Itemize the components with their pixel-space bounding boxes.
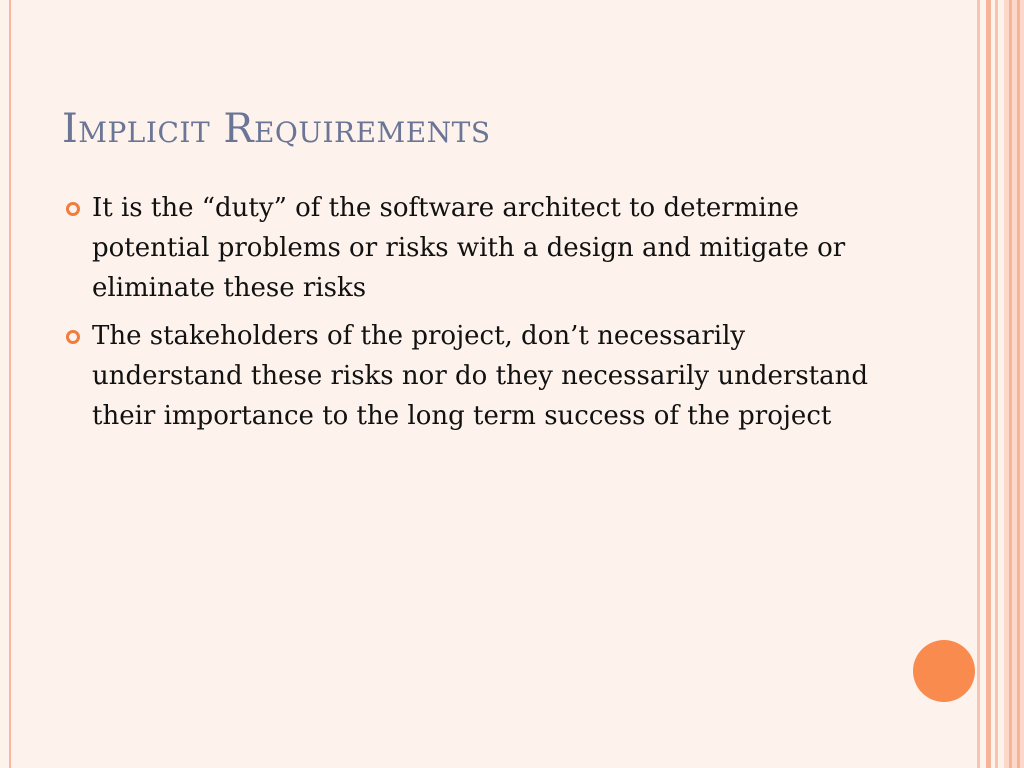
decorative-stripe bbox=[1009, 0, 1012, 768]
bullet-text: It is the “duty” of the software architect to determine potential problems or risks with a design and mitigate or eliminate these risks bbox=[92, 193, 846, 303]
slide-title: Implicit Requirements bbox=[62, 106, 491, 152]
decorative-orange-circle bbox=[913, 640, 975, 702]
bullet-list bbox=[62, 188, 902, 444]
hollow-circle-bullet-icon bbox=[66, 202, 80, 216]
decorative-stripe bbox=[977, 0, 980, 768]
hollow-circle-bullet-icon bbox=[66, 330, 80, 344]
decorative-stripe bbox=[995, 0, 998, 768]
bullet-item bbox=[62, 188, 902, 308]
decorative-stripe-band bbox=[1004, 0, 1024, 768]
left-border-line bbox=[9, 0, 11, 768]
decorative-stripe bbox=[1017, 0, 1020, 768]
bullet-text: The stakeholders of the project, don’t necessarily understand these risks nor do they necessarily understand their importance to the long term success of the project bbox=[92, 321, 869, 431]
decorative-stripe bbox=[986, 0, 991, 768]
bullet-item bbox=[62, 316, 902, 436]
